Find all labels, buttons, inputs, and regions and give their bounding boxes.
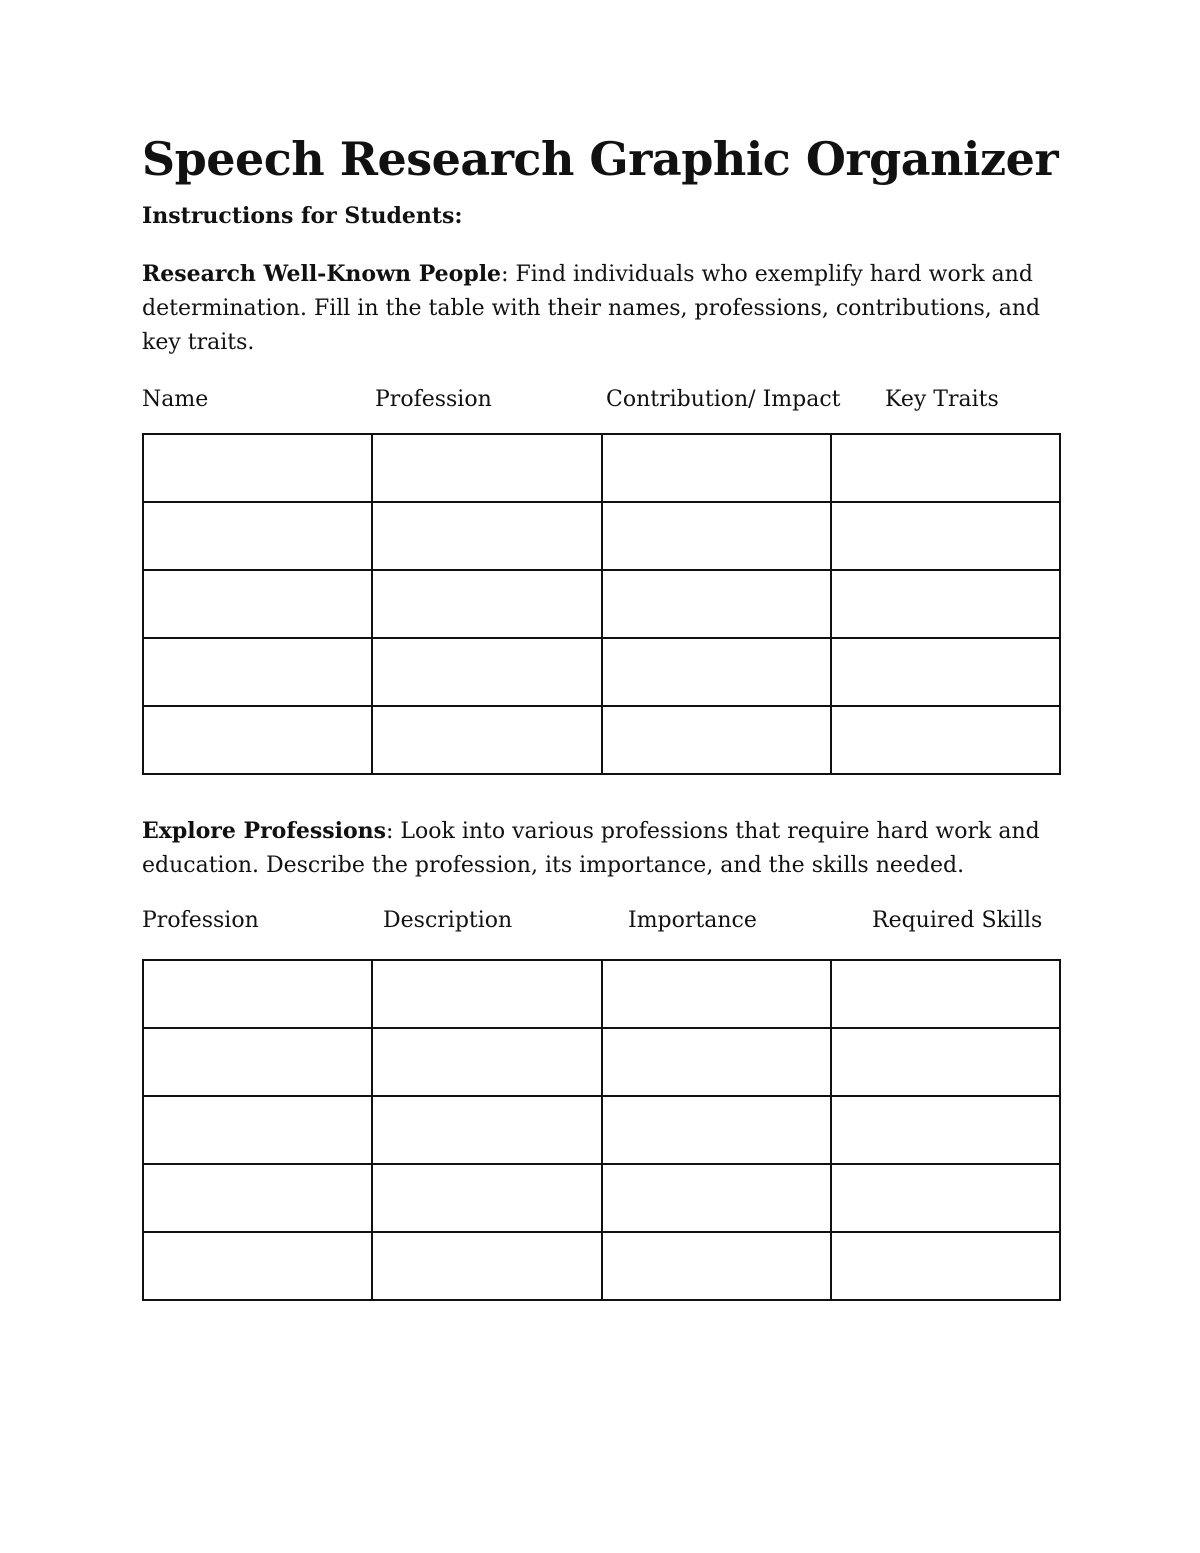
professions-table [142,959,1061,1301]
table-row [143,1164,1060,1232]
table-cell[interactable] [831,1164,1060,1232]
table-cell[interactable] [372,706,601,774]
explore-professions-instructions [142,814,1062,883]
table-cell[interactable] [602,706,831,774]
table-cell[interactable] [372,960,601,1028]
table-cell[interactable] [372,638,601,706]
people-table [142,433,1061,775]
column-header-description: Description [383,908,513,933]
table-row [143,1232,1060,1300]
table-cell[interactable] [143,706,372,774]
table-cell[interactable] [143,960,372,1028]
table-cell[interactable] [602,502,831,570]
table-cell[interactable] [143,638,372,706]
table-cell[interactable] [602,638,831,706]
table-cell[interactable] [143,434,372,502]
explore-professions-text: : Look into various professions that require hard work and education. Describe the profession, its importance, and the skills needed. [142,819,1040,878]
table-cell[interactable] [831,1096,1060,1164]
table-row [143,1028,1060,1096]
table-cell[interactable] [143,502,372,570]
table-cell[interactable] [372,1164,601,1232]
table-cell[interactable] [602,1164,831,1232]
table-cell[interactable] [831,638,1060,706]
research-people-instructions [142,257,1062,360]
research-people-text: : Find individuals who exemplify hard work and determination. Fill in the table with their names, professions, contributions, and key traits. [142,262,1041,355]
table-cell[interactable] [831,434,1060,502]
column-header-profession: Profession [142,908,259,933]
column-header-importance: Importance [628,908,757,933]
people-table-headers [0,383,1200,417]
table-cell[interactable] [831,570,1060,638]
table-row [143,706,1060,774]
professions-table-headers [0,904,1200,938]
table-cell[interactable] [372,434,601,502]
table-row [143,638,1060,706]
table-cell[interactable] [143,1028,372,1096]
column-header-contribution: Contribution/ Impact [606,387,841,412]
column-header-required-skills: Required Skills [872,908,1043,933]
explore-professions-lead: Explore Professions [142,818,386,844]
table-cell[interactable] [831,706,1060,774]
column-header-name: Name [142,387,209,412]
table-row [143,960,1060,1028]
table-cell[interactable] [602,960,831,1028]
instructions-heading: Instructions for Students: [142,203,463,229]
table-cell[interactable] [143,1232,372,1300]
table-cell[interactable] [602,1028,831,1096]
table-row [143,502,1060,570]
table-cell[interactable] [602,570,831,638]
column-header-profession: Profession [375,387,492,412]
research-people-lead: Research Well-Known People [142,261,502,287]
table-cell[interactable] [831,1232,1060,1300]
table-cell[interactable] [143,1096,372,1164]
table-row [143,1096,1060,1164]
page-title: Speech Research Graphic Organizer [141,131,1059,186]
table-cell[interactable] [372,1028,601,1096]
table-row [143,570,1060,638]
table-cell[interactable] [372,502,601,570]
column-header-key-traits: Key Traits [885,387,999,412]
table-cell[interactable] [831,502,1060,570]
table-cell[interactable] [372,1232,601,1300]
table-cell[interactable] [602,1232,831,1300]
table-cell[interactable] [372,570,601,638]
table-cell[interactable] [602,434,831,502]
table-cell[interactable] [831,1028,1060,1096]
table-cell[interactable] [372,1096,601,1164]
table-cell[interactable] [143,1164,372,1232]
table-cell[interactable] [143,570,372,638]
table-cell[interactable] [602,1096,831,1164]
table-cell[interactable] [831,960,1060,1028]
table-row [143,434,1060,502]
